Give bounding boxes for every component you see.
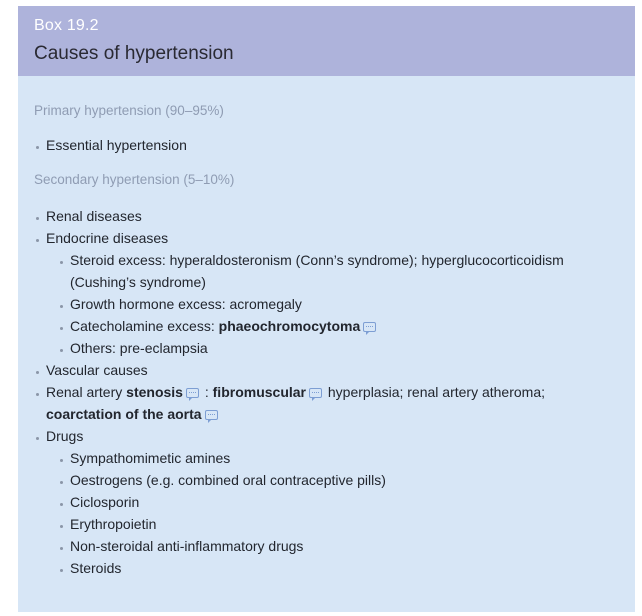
- note-icon[interactable]: [205, 410, 218, 420]
- box-number: Box 19.2: [34, 17, 99, 34]
- list-item: Ciclosporin: [58, 491, 635, 513]
- drugs-label: Drugs: [46, 428, 84, 444]
- list-item: Oestrogens (e.g. combined oral contraceptive pills): [58, 469, 635, 491]
- stenosis-link[interactable]: stenosis: [126, 384, 183, 400]
- primary-heading: Primary hypertension (90–95%): [34, 103, 224, 118]
- list-item: [58, 315, 635, 337]
- renal-artery-sep: :: [200, 384, 213, 400]
- list-item-vascular: Vascular causes: [34, 359, 635, 381]
- secondary-heading: Secondary hypertension (5–10%): [34, 172, 235, 187]
- list-item: Steroids: [58, 557, 635, 579]
- box-content: [18, 76, 635, 579]
- list-item: Growth hormone excess: acromegaly: [58, 293, 635, 315]
- catecholamine-prefix: Catecholamine excess:: [70, 318, 219, 334]
- list-item-renal-artery: [34, 381, 611, 425]
- primary-list: [34, 134, 635, 156]
- drugs-sublist: [58, 447, 635, 579]
- renal-artery-prefix: Renal artery: [46, 384, 127, 400]
- list-item: Sympathomimetic amines: [58, 447, 635, 469]
- fibromuscular-link[interactable]: fibromuscular: [212, 384, 306, 400]
- list-item-endocrine: [34, 227, 635, 359]
- renal-artery-rest: hyperplasia; renal artery atheroma;: [324, 384, 545, 400]
- coarctation-link[interactable]: coarctation of the aorta: [46, 406, 202, 422]
- list-item: Others: pre-eclampsia: [58, 337, 635, 359]
- box-19-2: [18, 6, 635, 612]
- note-icon[interactable]: [363, 322, 376, 332]
- list-item: Essential hypertension: [34, 134, 635, 156]
- secondary-list: [34, 205, 635, 579]
- list-item: Steroid excess: hyperaldosteronism (Conn’s syndrome); hyperglucocorticoidism (Cushing’s syndrome): [58, 249, 612, 293]
- list-item: Non-steroidal anti-inflammatory drugs: [58, 535, 635, 557]
- endocrine-sublist: [58, 249, 635, 359]
- endocrine-label: Endocrine diseases: [46, 230, 169, 246]
- note-icon[interactable]: [309, 388, 322, 398]
- box-header: [18, 6, 635, 76]
- box-title: Causes of hypertension: [34, 43, 234, 64]
- note-icon[interactable]: [186, 388, 199, 398]
- list-item-drugs: [34, 425, 635, 579]
- list-item: Erythropoietin: [58, 513, 635, 535]
- phaeochromocytoma-link[interactable]: phaeochromocytoma: [218, 318, 361, 334]
- list-item-renal-diseases: Renal diseases: [34, 205, 635, 227]
